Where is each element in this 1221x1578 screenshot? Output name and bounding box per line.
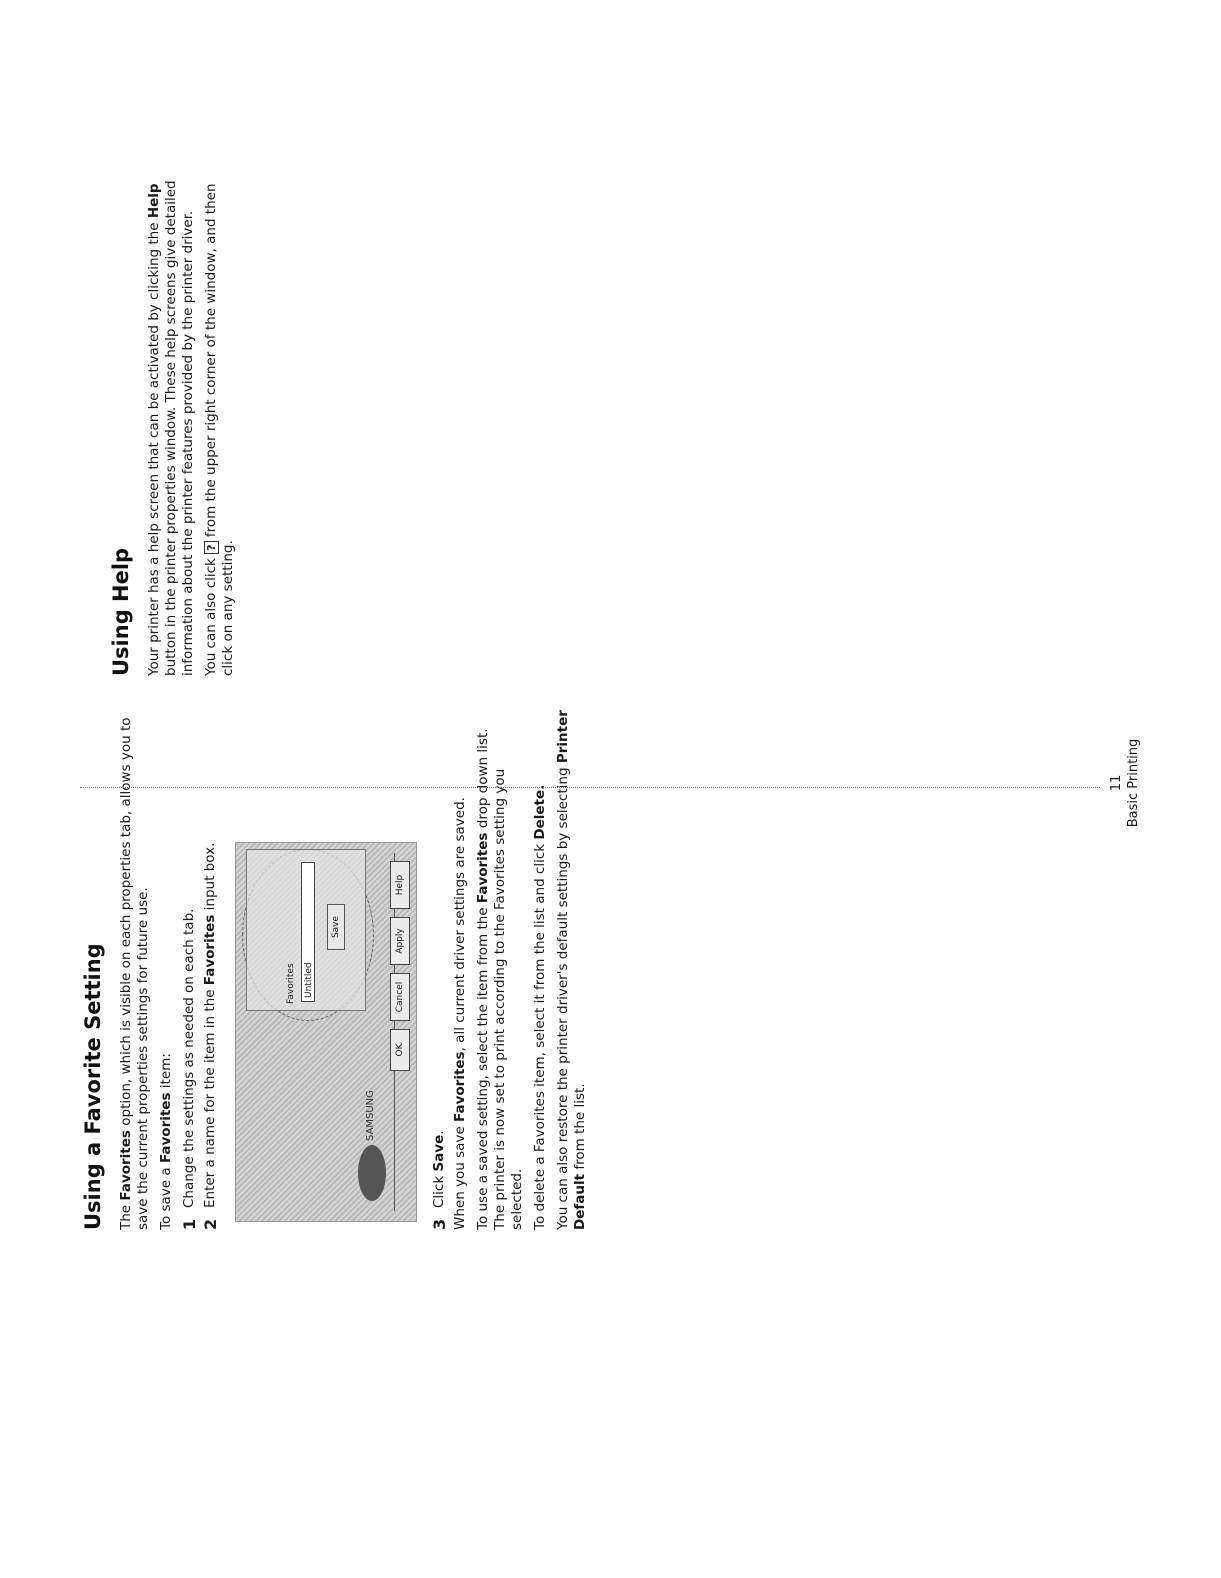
restore-bold: Printer Default — [555, 710, 588, 1230]
help-p1-pre: Your printer has a help screen that can be activated by clicking the — [146, 218, 162, 676]
to-save-pre: To save a — [158, 1163, 174, 1230]
delete-pre: To delete a Favorites item, select it from the list and click — [532, 839, 548, 1230]
to-save-bold: Favorites — [158, 1092, 174, 1164]
cancel-button: Cancel — [390, 973, 410, 1021]
column-separator — [80, 787, 1100, 788]
favorites-dialog-screenshot — [235, 842, 417, 1222]
saved-post: , all current driver settings are saved. — [452, 797, 468, 1052]
favorites-label: Favorites — [286, 963, 296, 1004]
intro-pre: The — [118, 1200, 134, 1230]
step-number: 2 — [201, 1218, 220, 1230]
use-post: drop down list. The printer is now set to print according to the Favorites setting you selected. — [475, 728, 525, 1230]
intro-post: option, which is visible on each properties tab, allows you to save the current properties settings for future use. — [118, 717, 151, 1230]
step-3-pre: Click — [431, 1171, 447, 1208]
restore-paragraph — [555, 710, 589, 1230]
saved-pre: When you save — [452, 1121, 468, 1230]
intro-bold: Favorites — [118, 1130, 134, 1201]
use-bold: Favorites — [475, 832, 491, 904]
step-2-post: input box. — [202, 842, 218, 915]
use-saved-paragraph — [475, 710, 526, 1230]
ok-button: OK — [390, 1029, 410, 1071]
favorites-section — [80, 710, 595, 1230]
step-2-bold: Favorites — [202, 914, 218, 986]
help-p1-bold: Help — [146, 183, 162, 219]
step-number: 1 — [180, 1218, 199, 1230]
samsung-logo-icon — [358, 1145, 386, 1201]
favorites-intro — [118, 710, 152, 1230]
help-p2-pre: You can also click — [203, 553, 219, 676]
help-paragraph-1 — [146, 166, 197, 676]
step-2-pre: Enter a name for the item in the — [202, 985, 218, 1208]
favorites-input: Untitled — [301, 862, 315, 1002]
step-2 — [202, 710, 219, 1230]
page-footer — [1108, 728, 1142, 838]
to-save-post: item: — [158, 1053, 174, 1093]
delete-bold: Delete. — [532, 784, 548, 840]
step-text: Change the settings as needed on each tab. — [181, 908, 197, 1208]
restore-pre: You can also restore the printer driver's default settings by selecting — [555, 763, 571, 1230]
help-paragraph-2 — [203, 166, 237, 676]
section-title-help: Using Help — [109, 547, 133, 676]
logo-text: SAMSUNG — [365, 1090, 376, 1141]
saved-note — [452, 710, 469, 1230]
delete-paragraph — [532, 710, 549, 1230]
step-1 — [181, 710, 198, 1230]
to-save-line — [158, 710, 175, 1230]
step-3-bold: Save — [431, 1134, 447, 1172]
help-p2-post: from the upper right corner of the window, and then click on any setting. — [203, 183, 236, 676]
page-number: 11 — [1109, 774, 1124, 792]
restore-post: from the list. — [572, 1083, 588, 1174]
step-number: 3 — [430, 1218, 449, 1230]
use-pre: To use a saved setting, select the item from the — [475, 903, 491, 1230]
step-3 — [431, 710, 448, 1230]
help-p1-post: button in the printer properties window. These help screens give detailed information about the printer features provided by the printer driver. — [163, 180, 196, 676]
step-text — [431, 710, 448, 1208]
section-title-favorites: Using a Favorite Setting — [81, 943, 105, 1230]
step-3-post: . — [431, 1130, 447, 1135]
save-button: Save — [327, 904, 345, 950]
apply-button: Apply — [390, 917, 410, 965]
step-text — [202, 710, 219, 1208]
help-question-icon: ? — [204, 541, 219, 553]
section-name: Basic Printing — [1126, 738, 1141, 828]
help-button: Help — [390, 861, 410, 909]
favorites-group — [246, 849, 366, 1011]
saved-bold: Favorites — [452, 1051, 468, 1122]
help-section — [108, 166, 243, 676]
